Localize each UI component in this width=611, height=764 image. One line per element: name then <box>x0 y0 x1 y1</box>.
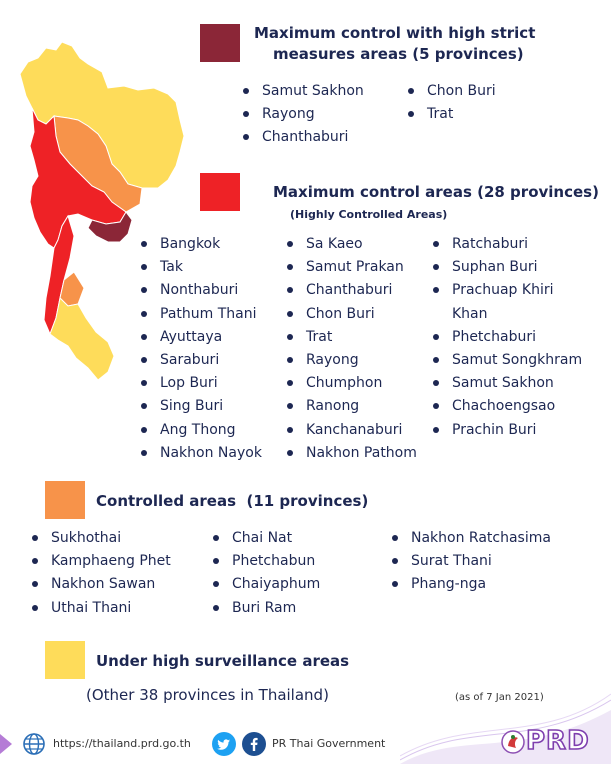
province-item: Buri Ram <box>213 597 320 620</box>
province-item: Samut Sakhon <box>243 80 364 103</box>
orange-list-col3 <box>392 527 551 597</box>
map-region-south-yellow <box>50 298 114 380</box>
province-item: Phetchaburi <box>433 326 582 349</box>
red-list-col3 <box>433 233 582 442</box>
province-item: Chaiyaphum <box>213 573 320 596</box>
as-of-date: (as of 7 Jan 2021) <box>455 692 544 703</box>
province-item: Prachuap Khiri <box>433 279 582 302</box>
red-list-col1 <box>141 233 262 465</box>
red-list-col2 <box>287 233 417 465</box>
orange-title: Controlled areas (11 provinces) <box>96 492 369 510</box>
yellow-swatch <box>45 641 85 679</box>
province-item: Sa Kaeo <box>287 233 417 256</box>
province-item: Surat Thani <box>392 550 551 573</box>
province-item: Ratchaburi <box>433 233 582 256</box>
province-item: Chanthaburi <box>287 279 417 302</box>
province-item: Chachoengsao <box>433 395 582 418</box>
province-item: Tak <box>141 256 262 279</box>
province-item: Bangkok <box>141 233 262 256</box>
orange-swatch <box>45 481 85 519</box>
red-subtitle: (Highly Controlled Areas) <box>290 208 448 221</box>
dark-red-list-col2 <box>408 80 496 126</box>
province-item: Rayong <box>243 103 364 126</box>
province-item: Pathum Thani <box>141 303 262 326</box>
province-item: Lop Buri <box>141 372 262 395</box>
province-item: Sing Buri <box>141 395 262 418</box>
globe-icon[interactable] <box>22 732 46 756</box>
province-item: Uthai Thani <box>32 597 171 620</box>
dark-red-swatch <box>200 24 240 62</box>
prd-logo-text: PRD <box>526 726 590 756</box>
province-item: Samut Songkhram <box>433 349 582 372</box>
province-item: Chon Buri <box>287 303 417 326</box>
province-item: Nakhon Nayok <box>141 442 262 465</box>
province-item: Samut Sakhon <box>433 372 582 395</box>
province-item: Nakhon Ratchasima <box>392 527 551 550</box>
prd-emblem-icon <box>500 728 526 756</box>
twitter-icon[interactable] <box>212 732 236 756</box>
province-item: Chanthaburi <box>243 126 364 149</box>
dark-red-title-line1: Maximum control with high strict <box>254 24 536 42</box>
province-item: Samut Prakan <box>287 256 417 279</box>
province-item: Sukhothai <box>32 527 171 550</box>
province-item: Kamphaeng Phet <box>32 550 171 573</box>
province-item: Rayong <box>287 349 417 372</box>
dark-red-list-col1 <box>243 80 364 150</box>
footer-arrow <box>0 734 12 754</box>
province-item: Kanchanaburi <box>287 419 417 442</box>
facebook-icon[interactable] <box>242 732 266 756</box>
province-item: Ayuttaya <box>141 326 262 349</box>
social-handle: PR Thai Government <box>272 737 386 750</box>
red-swatch <box>200 173 240 211</box>
province-item: Suphan Buri <box>433 256 582 279</box>
province-item: Nonthaburi <box>141 279 262 302</box>
province-item: Chai Nat <box>213 527 320 550</box>
province-item: Phang-nga <box>392 573 551 596</box>
province-item: Trat <box>408 103 496 126</box>
dark-red-title-line2: measures areas (5 provinces) <box>273 45 524 63</box>
province-item: Chon Buri <box>408 80 496 103</box>
province-item: Ranong <box>287 395 417 418</box>
province-item: Nakhon Sawan <box>32 573 171 596</box>
province-item-continued: Khan <box>452 305 488 322</box>
red-title: Maximum control areas (28 provinces) <box>273 183 599 201</box>
yellow-title: Under high surveillance areas <box>96 652 350 670</box>
orange-list-col2 <box>213 527 320 620</box>
province-item: Chumphon <box>287 372 417 395</box>
province-item: Trat <box>287 326 417 349</box>
website-link[interactable]: https://thailand.prd.go.th <box>53 737 191 750</box>
province-item: Saraburi <box>141 349 262 372</box>
province-item: Prachin Buri <box>433 419 582 442</box>
province-item: Ang Thong <box>141 419 262 442</box>
orange-list-col1 <box>32 527 171 620</box>
yellow-note: (Other 38 provinces in Thailand) <box>86 686 329 704</box>
province-item: Phetchabun <box>213 550 320 573</box>
province-item: Nakhon Pathom <box>287 442 417 465</box>
